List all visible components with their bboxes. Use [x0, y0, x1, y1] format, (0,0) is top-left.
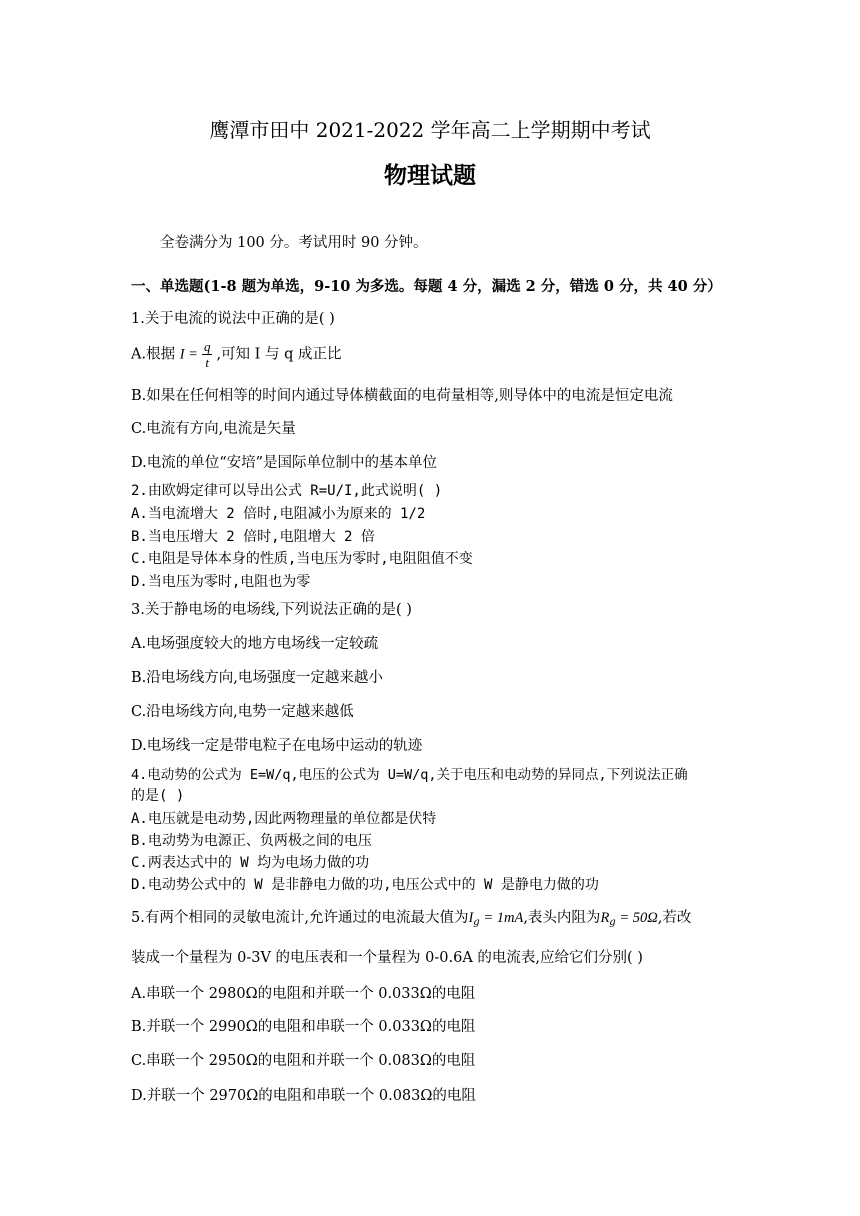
- q5-stem-line2: 装成一个量程为 0-3V 的电压表和一个量程为 0-0.6A 的电流表,应给它们分别( ): [131, 950, 643, 966]
- q5-stem-part3: ,若改: [657, 910, 692, 926]
- q5-stem-line1: [131, 906, 691, 928]
- formula-fraction: [202, 340, 213, 369]
- q2-option-c: C.电阻是导体本身的性质,当电压为零时,电阻阻值不变: [131, 551, 473, 567]
- q2-option-d: D.当电压为零时,电阻也为零: [131, 574, 311, 590]
- q3-stem: 3.关于静电场的电场线,下列说法正确的是( ): [131, 602, 412, 618]
- q5-ig-subscript: g: [473, 917, 480, 928]
- q3-option-c: C.沿电场线方向,电势一定越来越低: [131, 704, 354, 720]
- q1-option-d: D.电流的单位“安培”是国际单位制中的基本单位: [131, 455, 438, 471]
- q2-option-a: A.当电流增大 2 倍时,电阻减小为原来的 1/2: [131, 506, 426, 522]
- q1-a-suffix: ,可知 I 与 q 成正比: [216, 346, 342, 363]
- q4-option-d: D.电动势公式中的 W 是非静电力做的功,电压公式中的 W 是静电力做的功: [131, 877, 599, 893]
- q3-option-a: A.电场强度较大的地方电场线一定较疏: [131, 636, 379, 652]
- exam-subtitle: 物理试题: [384, 163, 476, 189]
- q3-option-b: B.沿电场线方向,电场强度一定越来越小: [131, 670, 383, 686]
- q5-option-a: A.串联一个 2980Ω的电阻和并联一个 0.033Ω的电阻: [131, 986, 476, 1002]
- q1-a-prefix: A.根据: [131, 346, 176, 363]
- q4-option-b: B.电动势为电源正、负两极之间的电压: [131, 833, 372, 849]
- q2-stem: 2.由欧姆定律可以导出公式 R=U/I,此式说明( ): [131, 483, 443, 499]
- exam-intro: 全卷满分为 100 分。考试用时 90 分钟。: [160, 235, 428, 251]
- q5-stem-part2: ,表头内阻为: [523, 910, 601, 926]
- q5-stem-part1: 5.有两个相同的灵敏电流计,允许通过的电流最大值为: [131, 910, 469, 926]
- q1-option-a: [131, 340, 342, 369]
- q5-rg-symbol: R: [600, 910, 610, 926]
- q1-stem: 1.关于电流的说法中正确的是( ): [131, 311, 335, 327]
- q5-ig-value: = 1mA: [479, 910, 524, 926]
- q5-option-b: B.并联一个 2990Ω的电阻和串联一个 0.033Ω的电阻: [131, 1019, 476, 1035]
- exam-title: 鹰潭市田中 2021-2022 学年高二上学期期中考试: [209, 118, 651, 142]
- q5-rg-value: = 50Ω: [615, 910, 658, 926]
- q1-a-lhs: I =: [179, 346, 198, 363]
- q1-option-c: C.电流有方向,电流是矢量: [131, 421, 296, 437]
- fraction-numerator: q: [203, 339, 211, 354]
- q4-stem-line2: 的是( ): [131, 788, 185, 804]
- fraction-denominator: t: [205, 355, 210, 370]
- q5-option-d: D.并联一个 2970Ω的电阻和串联一个 0.083Ω的电阻: [131, 1088, 476, 1104]
- q2-option-b: B.当电压增大 2 倍时,电阻增大 2 倍: [131, 529, 375, 545]
- q3-option-d: D.电场线一定是带电粒子在电场中运动的轨迹: [131, 738, 423, 754]
- q5-option-c: C.串联一个 2950Ω的电阻和并联一个 0.083Ω的电阻: [131, 1053, 476, 1069]
- q5-rg-subscript: g: [609, 917, 616, 928]
- q5-ig-symbol: I: [468, 910, 474, 926]
- section-heading: 一、单选题(1-8 题为单选，9-10 为多选。每题 4 分，漏选 2 分，错选 0 分，共 40 分）: [131, 278, 722, 295]
- q4-option-a: A.电压就是电动势,因此两物理量的单位都是伏特: [131, 811, 437, 827]
- q4-stem-line1: 4.电动势的公式为 E=W/q,电压的公式为 U=W/q,关于电压和电动势的异同点,下列说法正确: [131, 767, 688, 783]
- q1-option-b: B.如果在任何相等的时间内通过导体横截面的电荷量相等,则导体中的电流是恒定电流: [131, 388, 673, 404]
- q4-option-c: C.两表达式中的 W 均为电场力做的功: [131, 855, 370, 871]
